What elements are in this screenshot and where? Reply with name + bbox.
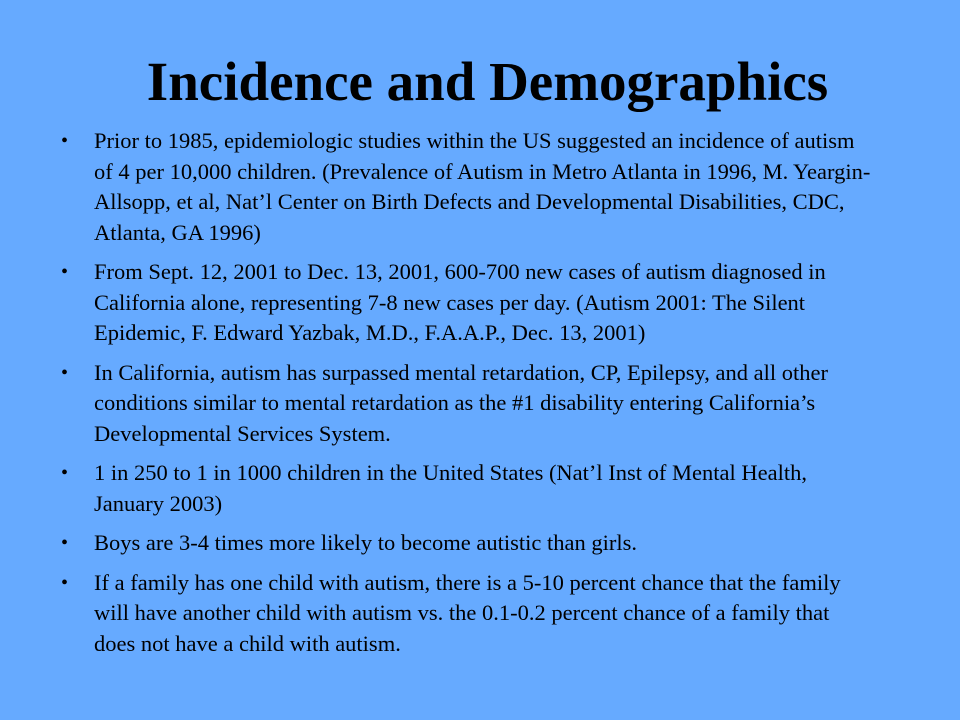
bullet-text: 1 in 250 to 1 in 1000 children in the United States (Nat’l Inst of Mental Health, January 2003)	[94, 460, 807, 516]
bullet-marker: •	[61, 130, 69, 152]
bullet-text: From Sept. 12, 2001 to Dec. 13, 2001, 600-700 new cases of autism diagnosed in California alone, representing 7-8 new cases per day. (Autism 2001: The Silent Epidemic, F. Edward Yazbak, M.D., F.A.A.P., Dec. 13, 2001)	[94, 259, 826, 345]
bullet-text: Boys are 3-4 times more likely to become autistic than girls.	[94, 530, 637, 555]
bullet-marker: •	[61, 532, 69, 554]
bullet-item	[61, 358, 873, 450]
bullet-marker: •	[61, 571, 69, 594]
slide-title: Incidence and Demographics	[146, 51, 829, 112]
bullet-item	[61, 257, 873, 349]
bullet-item	[61, 126, 873, 248]
bullet-item	[61, 528, 873, 559]
bullet-item	[61, 568, 873, 660]
bullet-item	[61, 458, 873, 519]
bullet-text: Prior to 1985, epidemiologic studies within the US suggested an incidence of autism of 4 per 10,000 children. (Prevalence of Autism in Metro Atlanta in 1996, M. Yeargin-Allsopp, et al, Nat’l Center on Birth Defects and Developmental Disabilities, CDC, Atlanta, GA 1996)	[94, 128, 871, 245]
bullet-list	[61, 126, 873, 668]
bullet-marker: •	[61, 462, 69, 484]
bullet-marker: •	[61, 361, 69, 384]
bullet-text: If a family has one child with autism, there is a 5-10 percent chance that the family will have another child with autism vs. the 0.1-0.2 percent chance of a family that does not have a child with autism.	[94, 569, 841, 656]
bullet-text: In California, autism has surpassed mental retardation, CP, Epilepsy, and all other conditions similar to mental retardation as the #1 disability entering California’s Developmental Services System.	[94, 359, 828, 446]
bullet-marker: •	[61, 261, 69, 283]
